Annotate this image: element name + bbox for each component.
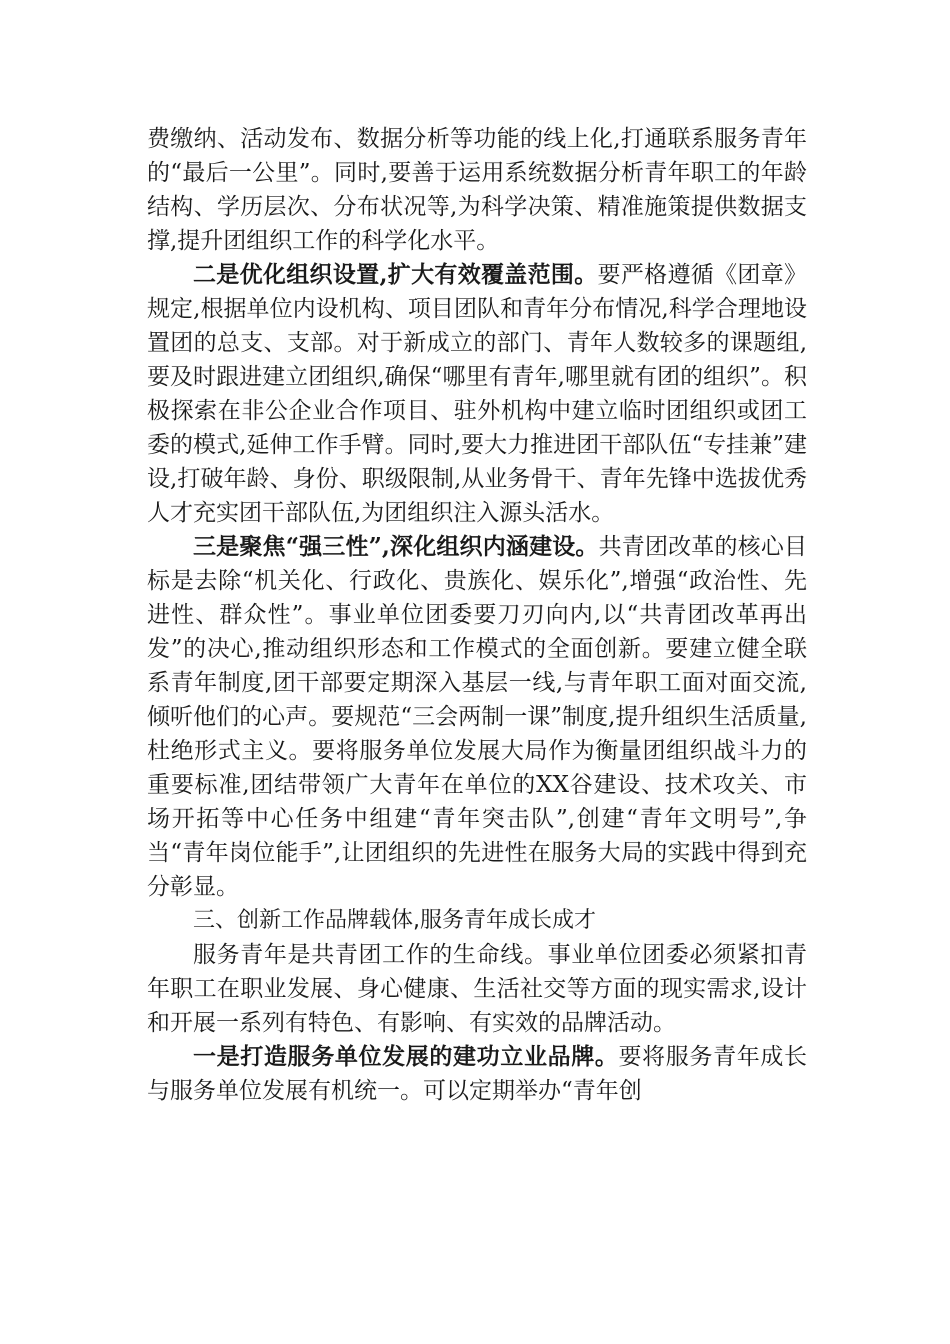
paragraph-continuation: 费缴纳、活动发布、数据分析等功能的线上化,打通联系服务青年的“最后一公里”。同时,要善于运用系统数据分析青年职工的年龄结构、学历层次、分布状况等,为科学决策、精准施策提供数据支撑,提升团组织工作的科学化水平。: [147, 126, 807, 254]
paragraph-lead-bold: 一是打造服务单位发展的建功立业品牌。: [193, 1043, 619, 1070]
section-heading-3: 三、创新工作品牌载体,服务青年成长成才: [193, 908, 596, 933]
paragraph-body: 要将服务青年成长与服务单位发展有机统一。可以定期举办“青年创: [147, 1044, 808, 1104]
paragraph-lead-bold: 二是优化组织设置,扩大有效覆盖范围。: [193, 261, 598, 288]
paragraph-brand-building: [147, 1040, 807, 1108]
paragraph-lead-bold: 三是聚焦“强三性”,深化组织内涵建设。: [193, 533, 599, 560]
paragraph-body: 共青团改革的核心目标是去除“机关化、行政化、贵族化、娱乐化”,增强“政治性、先进性、群众性”。事业单位团委要刀刃向内,以“共青团改革再出发”的决心,推动组织形态和工作模式的全面创新。要建立健全联系青年制度,团干部要定期深入基层一线,与青年职工面对面交流,倾听他们的心声。要规范“三会两制一课”制度,提升组织生活质量,杜绝形式主义。要将服务单位发展大局作为衡量团组织战斗力的重要标准,团结带领广大青年在单位的XX谷建设、技术攻关、市场开拓等中心任务中组建“青年突击队”,创建“青年文明号”,争当“青年岗位能手”,让团组织的先进性在服务大局的实践中得到充分彰显。: [147, 534, 808, 900]
paragraph-three-qualities: [147, 530, 807, 904]
paragraph-serve-youth: 服务青年是共青团工作的生命线。事业单位团委必须紧扣青年职工在职业发展、身心健康、生活社交等方面的现实需求,设计和开展一系列有特色、有影响、有实效的品牌活动。: [147, 942, 807, 1036]
paragraph-body: 要严格遵循《团章》规定,根据单位内设机构、项目团队和青年分布情况,科学合理地设置团的总支、支部。对于新成立的部门、青年人数较多的课题组,要及时跟进建立团组织,确保“哪里有青年,哪里就有团的组织”。积极探索在非公企业合作项目、驻外机构中建立临时团组织或团工委的模式,延伸工作手臂。同时,要大力推进团干部队伍“专挂兼”建设,打破年龄、身份、职级限制,从业务骨干、青年先锋中选拔优秀人才充实团干部队伍,为团组织注入源头活水。: [147, 262, 808, 526]
document-page: [147, 122, 807, 1108]
paragraph-organization-setup: [147, 258, 807, 530]
